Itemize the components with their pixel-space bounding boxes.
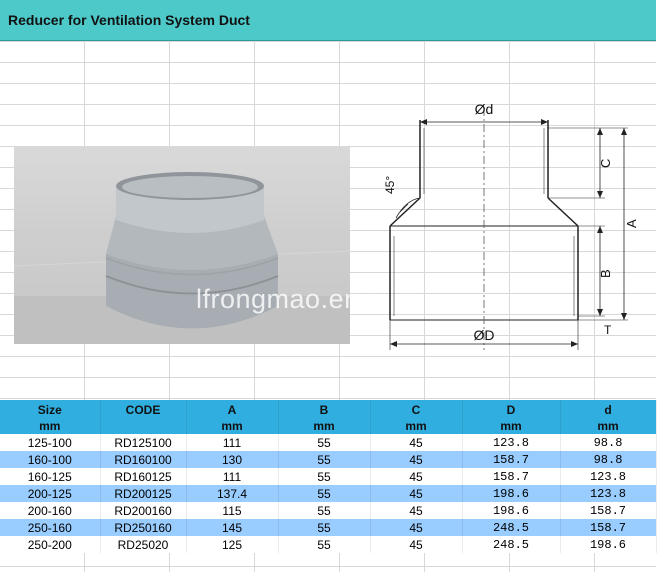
dimension-a-label: A — [624, 219, 639, 228]
dimension-t-label: T — [604, 323, 612, 337]
table-row — [0, 468, 656, 485]
table-cell: 45 — [370, 519, 462, 536]
table-row — [0, 485, 656, 502]
table-cell: 45 — [370, 536, 462, 553]
table-row — [0, 502, 656, 519]
table-cell: 55 — [278, 519, 370, 536]
table-cell: 45 — [370, 468, 462, 485]
column-header: C — [370, 400, 462, 417]
table-row — [0, 451, 656, 468]
column-header: B — [278, 400, 370, 417]
table-cell: 45 — [370, 434, 462, 451]
column-header: CODE — [100, 400, 186, 417]
table-cell: RD25020 — [100, 536, 186, 553]
table-cell: 125-100 — [0, 434, 100, 451]
table-cell: RD160125 — [100, 468, 186, 485]
diameter-small-label: Ød — [474, 101, 494, 117]
table-cell: 200-125 — [0, 485, 100, 502]
column-header: Size — [0, 400, 100, 417]
table-cell: 98.8 — [560, 434, 656, 451]
unit-label: mm — [186, 417, 278, 434]
table-cell: 200-160 — [0, 502, 100, 519]
table-cell: 45 — [370, 485, 462, 502]
table-cell: 123.8 — [560, 485, 656, 502]
table-cell: 250-160 — [0, 519, 100, 536]
column-header: A — [186, 400, 278, 417]
table-cell: 137.4 — [186, 485, 278, 502]
specification-table — [0, 400, 657, 553]
table-cell: 158.7 — [462, 468, 560, 485]
unit-label: mm — [370, 417, 462, 434]
reducer-technical-drawing — [360, 88, 640, 358]
table-cell: RD200125 — [100, 485, 186, 502]
table-cell: RD125100 — [100, 434, 186, 451]
table-cell: 45 — [370, 451, 462, 468]
column-header: d — [560, 400, 656, 417]
unit-label: mm — [0, 417, 100, 434]
table-cell: 198.6 — [462, 502, 560, 519]
table-row — [0, 536, 656, 553]
table-cell: 111 — [186, 434, 278, 451]
table-header-row — [0, 400, 656, 417]
table-cell: RD160100 — [100, 451, 186, 468]
table-cell: 55 — [278, 502, 370, 519]
table-cell: 123.8 — [560, 468, 656, 485]
table-cell: 55 — [278, 485, 370, 502]
table-cell: 45 — [370, 502, 462, 519]
table-cell: 55 — [278, 434, 370, 451]
column-header: D — [462, 400, 560, 417]
diameter-large-label: ØD — [473, 327, 495, 343]
table-cell: 158.7 — [560, 502, 656, 519]
table-cell: RD250160 — [100, 519, 186, 536]
table-cell: 198.6 — [560, 536, 656, 553]
table-cell: 55 — [278, 536, 370, 553]
table-cell: 248.5 — [462, 519, 560, 536]
table-cell: 123.8 — [462, 434, 560, 451]
table-units-row — [0, 417, 656, 434]
table-cell: 55 — [278, 468, 370, 485]
table-cell: 158.7 — [462, 451, 560, 468]
dimension-b-label: B — [598, 269, 613, 278]
table-row — [0, 434, 656, 451]
table-cell: 130 — [186, 451, 278, 468]
table-cell: 125 — [186, 536, 278, 553]
table-cell: 55 — [278, 451, 370, 468]
table-cell: 160-125 — [0, 468, 100, 485]
table-cell: 198.6 — [462, 485, 560, 502]
unit-label: mm — [462, 417, 560, 434]
table-cell: RD200160 — [100, 502, 186, 519]
table-cell: 248.5 — [462, 536, 560, 553]
table-cell: 111 — [186, 468, 278, 485]
table-cell: 158.7 — [560, 519, 656, 536]
page-title: Reducer for Ventilation System Duct — [8, 12, 250, 28]
table-cell: 145 — [186, 519, 278, 536]
table-row — [0, 519, 656, 536]
table-cell: 98.8 — [560, 451, 656, 468]
watermark-text: lfrongmao.en.com — [196, 284, 421, 314]
table-cell: 115 — [186, 502, 278, 519]
unit-label: mm — [278, 417, 370, 434]
dimension-c-label: C — [598, 158, 613, 168]
table-cell: 160-100 — [0, 451, 100, 468]
table-cell: 250-200 — [0, 536, 100, 553]
unit-label — [100, 417, 186, 434]
title-bar — [0, 0, 656, 41]
unit-label: mm — [560, 417, 656, 434]
angle-label: 45° — [383, 175, 397, 194]
